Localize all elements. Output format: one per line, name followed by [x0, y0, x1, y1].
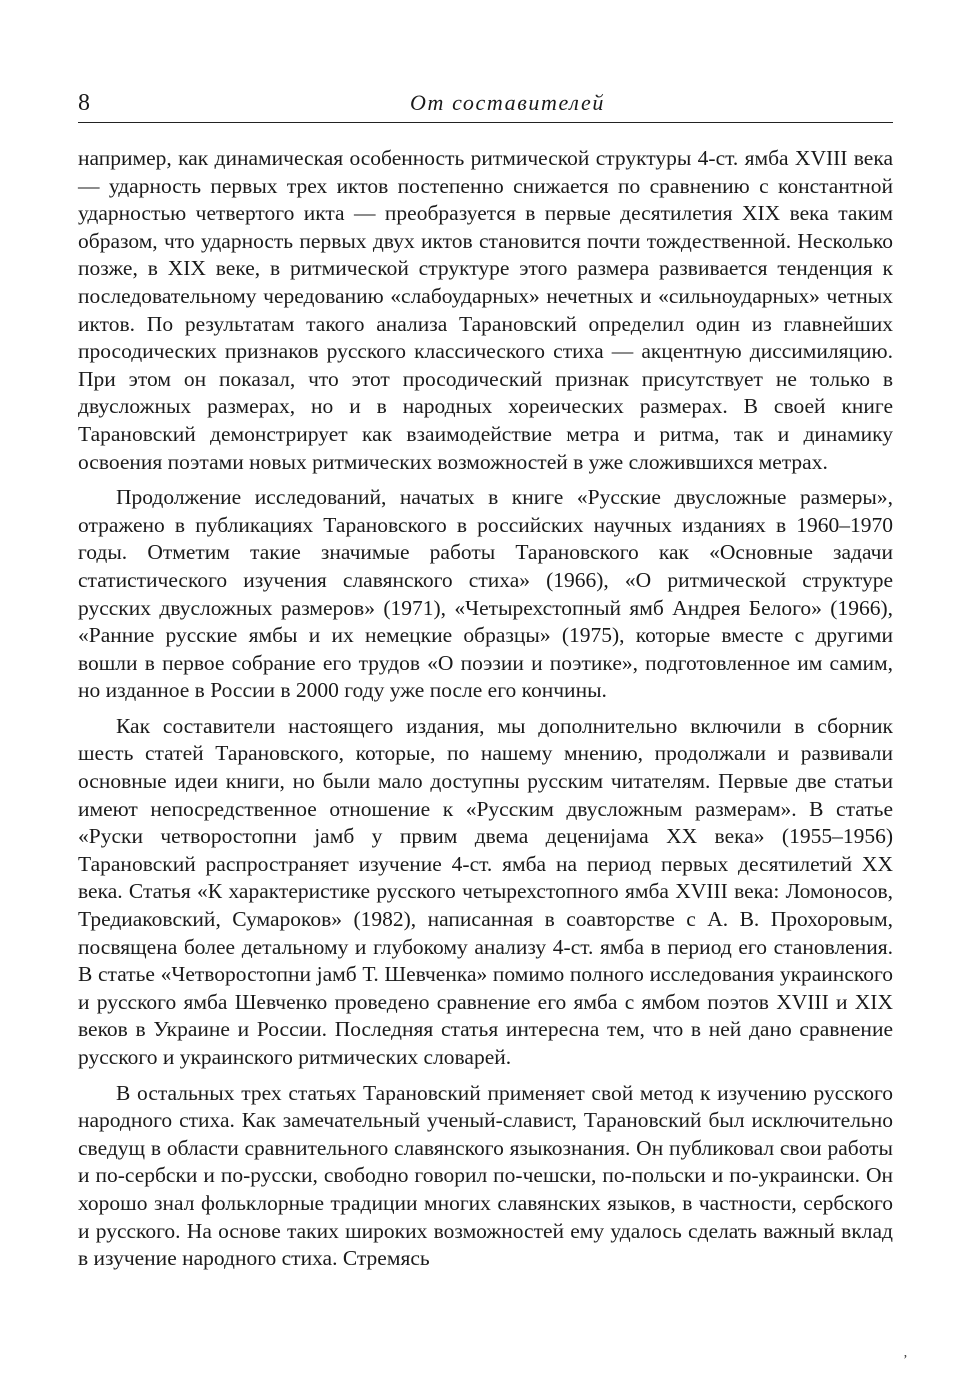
- paragraph-1: например, как динамическая особенность ритмической структуры 4-ст. ямба XVIII века — ударность первых трех иктов постепенно снижается по сравнению с константной ударностью четвертого икта — преобразуется в первые десятилетия XIX века таким образом, что ударность первых двух иктов становится почти тождественной. Несколько позже, в XIX веке, в ритмической структуре этого размера развивается тенденция к последовательному чередованию «слабоударных» нечетных и «сильноударных» четных иктов. По результатам такого анализа Тарановский определил один из главнейших просодических признаков русского классического стиха — акцентную диссимиляцию. При этом он показал, что этот просодический признак присутствует не только в двусложных размерах, но и в народных хореических размерах. В своей книге Тарановский демонстрирует как взаимодействие метра и ритма, так и динамику освоения поэтами новых ритмических возможностей в уже сложившихся метрах.: [78, 146, 893, 474]
- corner-mark: ’: [903, 1353, 908, 1368]
- paragraph-2: Продолжение исследований, начатых в книге «Русские двусложные размеры», отражено в публикациях Тарановского в российских научных изданиях в 1960–1970 годы. Отметим такие значимые работы Тарановского как «Основные задачи статистического изучения славянского стиха» (1966), «О ритмической структуре русских двусложных размеров» (1971), «Четырехстопный ямб Андрея Белого» (1966), «Ранние русские ямбы и их немецкие образцы» (1975), которые вместе с другими вошли в первое собрание его трудов «О поэзии и поэтике», подготовленное им самим, но изданное в России в 2000 году уже после его кончины.: [78, 485, 893, 703]
- page-number: 8: [78, 90, 90, 116]
- paragraph-3: Как составители настоящего издания, мы дополнительно включили в сборник шесть статей Тарановского, которые, по нашему мнению, продолжали и развивали основные идеи книги, но были мало доступны русским читателям. Первые две статьи имеют непосредственное отношение к «Русским двусложным размерам». В статье «Руски четворостопни jамб у првим двема деценијама XX века» (1955–1956) Тарановский распространяет изучение 4-ст. ямба на период первых десятилетий XX века. Статья «К характеристике русского четырехстопного ямба XVIII века: Ломоносов, Тредиаковский, Сумароков» (1982), написанная в соавторстве с А. В. Прохоровым, посвящена более детальному и глубокому анализу 4-ст. ямба в период его становления. В статье «Четворостопни jамб Т. Шевченка» помимо полного исследования украинского и русского ямба Шевченко проведено сравнение его ямба с ямбом поэтов XVIII и XIX веков в Украине и России. Последняя статья интересна тем, что в ней дано сравнение русского и украинского ритмических словарей.: [78, 713, 893, 1069]
- section-title: От составителей: [410, 90, 605, 115]
- body-text: [78, 145, 893, 1281]
- running-header: [78, 86, 893, 123]
- paragraph-4: В остальных трех статьях Тарановский применяет свой метод к изучению русского народного стиха. Как замечательный ученый-славист, Тарановский был исключительно сведущ в области сравнительного славянского языкознания. Он публиковал свои работы и по-сербски и по-русски, свободно говорил по-чешски, по-польски и по-украински. Он хорошо знал фольклорные традиции многих славянских языков, в частности, сербского и русского. На основе таких широких возможностей ему удалось сделать важный вклад в изучение народного стиха. Стремясь: [78, 1080, 893, 1271]
